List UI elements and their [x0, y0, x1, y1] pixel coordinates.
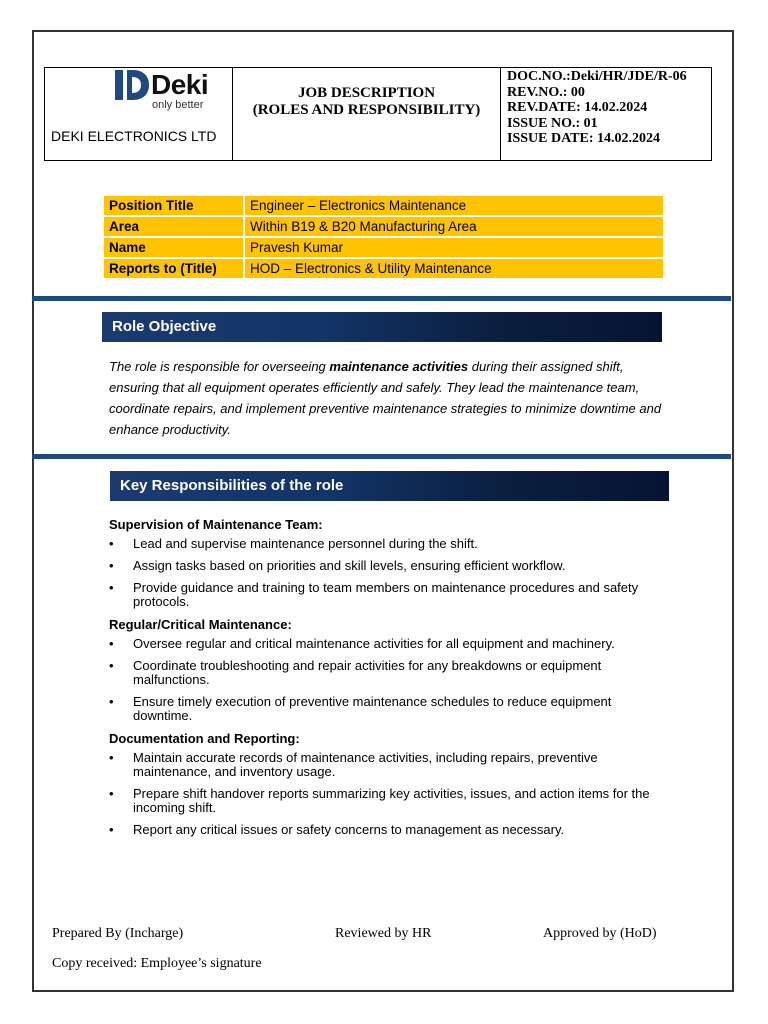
prepared-by-label: Prepared By (Incharge) — [52, 926, 184, 941]
role-objective-heading: Role Objective — [102, 312, 662, 342]
list-item-text: Maintain accurate records of maintenance activities, including repairs, preventive maintenance, and inventory usage. — [133, 750, 598, 779]
table-row — [103, 195, 664, 216]
position-label: Name — [103, 237, 244, 258]
position-table — [102, 194, 665, 280]
list-item-text: Oversee regular and critical maintenance activities for all equipment and machinery. — [133, 636, 615, 651]
section-title: Regular/Critical Maintenance: — [109, 617, 292, 632]
header-title-cell — [233, 68, 501, 160]
logo-brand: Deki — [151, 69, 209, 100]
bullet-icon: • — [109, 558, 114, 573]
doc-number: DOC.NO.:Deki/HR/JDE/R-06 — [507, 69, 687, 84]
bullet-icon: • — [109, 786, 114, 801]
objective-text-start: The role is responsible for overseeing — [109, 359, 330, 374]
table-row — [103, 216, 664, 237]
header-company-cell — [45, 68, 233, 160]
objective-text-end: during their assigned shift, ensuring that all equipment operates efficiently and safely. They lead the maintenance team, coordinate repairs, and implement preventive maintenance strategies to minimize downtime and enhance productivity. — [109, 359, 662, 437]
list-item — [109, 537, 669, 551]
position-value: Engineer – Electronics Maintenance — [244, 195, 664, 216]
list-item-text: Lead and supervise maintenance personnel during the shift. — [133, 536, 478, 551]
list-item-text: Prepare shift handover reports summarizing key activities, issues, and action items for the incoming shift. — [133, 786, 650, 815]
bullet-icon: • — [109, 536, 114, 551]
section-divider — [32, 296, 731, 301]
header-meta-cell — [501, 68, 711, 160]
list-item-text: Report any critical issues or safety concerns to management as necessary. — [133, 822, 565, 837]
position-value: Within B19 & B20 Manufacturing Area — [244, 216, 664, 237]
responsibilities-list — [109, 517, 669, 845]
bullet-icon: • — [109, 636, 114, 651]
table-row — [103, 258, 664, 279]
list-item-text: Provide guidance and training to team members on maintenance procedures and safety protocols. — [133, 580, 639, 609]
issue-date: ISSUE DATE: 14.02.2024 — [507, 131, 660, 146]
company-name: DEKI ELECTRONICS LTD — [51, 128, 217, 144]
bullet-icon: • — [109, 822, 114, 837]
document-subtitle: (ROLES AND RESPONSIBILITY) — [252, 102, 481, 118]
list-item — [109, 581, 669, 609]
position-label: Area — [103, 216, 244, 237]
table-row — [103, 237, 664, 258]
bullet-list — [109, 537, 669, 609]
responsibilities-heading: Key Responsibilities of the role — [110, 471, 669, 501]
list-item-text: Ensure timely execution of preventive maintenance schedules to reduce equipment downtime. — [133, 694, 612, 723]
section-divider — [32, 454, 731, 459]
list-item — [109, 751, 669, 779]
position-value: Pravesh Kumar — [244, 237, 664, 258]
page-border — [32, 30, 734, 992]
document-title: JOB DESCRIPTION — [297, 85, 436, 101]
deki-logo-icon — [115, 68, 149, 102]
employee-signature-label: Copy received: Employee’s signature — [52, 956, 262, 971]
company-logo — [115, 68, 227, 116]
approved-by-label: Approved by (HoD) — [543, 926, 657, 941]
bullet-list — [109, 751, 669, 837]
bullet-icon: • — [109, 658, 114, 673]
position-label: Position Title — [103, 195, 244, 216]
role-objective-text — [109, 356, 669, 440]
logo-tagline: only better — [152, 99, 204, 111]
document-header — [44, 67, 712, 161]
revision-number: REV.NO.: 00 — [507, 84, 585, 100]
objective-text-bold: maintenance activities — [329, 359, 469, 374]
bullet-list — [109, 637, 669, 723]
position-label: Reports to (Title) — [103, 258, 244, 279]
revision-date: REV.DATE: 14.02.2024 — [507, 100, 648, 115]
bullet-icon: • — [109, 580, 114, 595]
section-title: Supervision of Maintenance Team: — [109, 517, 323, 532]
bullet-icon: • — [109, 750, 114, 765]
list-item-text: Coordinate troubleshooting and repair activities for any breakdowns or equipment malfunctions. — [133, 658, 602, 687]
bullet-icon: • — [109, 694, 114, 709]
reviewed-by-label: Reviewed by HR — [335, 926, 432, 941]
section-title: Documentation and Reporting: — [109, 731, 300, 746]
list-item — [109, 823, 669, 837]
list-item — [109, 695, 669, 723]
list-item — [109, 637, 669, 651]
issue-number: ISSUE NO.: 01 — [507, 115, 598, 131]
position-value: HOD – Electronics & Utility Maintenance — [244, 258, 664, 279]
list-item-text: Assign tasks based on priorities and skill levels, ensuring efficient workflow. — [133, 558, 566, 573]
list-item — [109, 559, 669, 573]
list-item — [109, 787, 669, 815]
list-item — [109, 659, 669, 687]
